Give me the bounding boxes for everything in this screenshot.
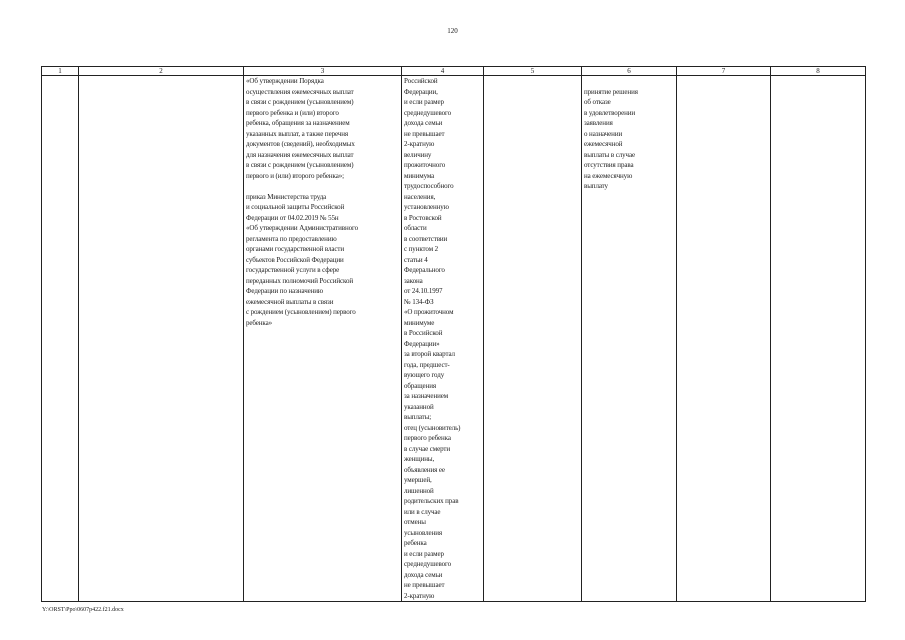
column-header-6: 6 xyxy=(582,67,677,76)
page-number: 120 xyxy=(447,27,458,35)
legal-acts-text: «Об утверждении Порядка осуществления ежемесячных выплат в связи с рождением (усыновлением) первого ребенка и (или) второго ребенка, обращения за назначением указанных выплат, а также перечня документов (сведений), необходимых для назначения ежемесячных выплат в связи с рождением (усыновлением) первого и (или) второго ребенка»; приказ Министерства труда и социальной защиты Российской Федерации от 04.02.2019 № 55н «Об утверждении Административного регламента по предоставлению органами государственной власти субъектов Российской Федерации государственной услуги в сфере переданных полномочий Российской Федерации по назначению ежемесячной выплаты в связи с рождением (усыновлением) первого ребенка» xyxy=(246,77,359,327)
column-header-2: 2 xyxy=(79,67,244,76)
cell-col-8 xyxy=(771,76,866,602)
column-header-5: 5 xyxy=(484,67,582,76)
refusal-grounds-text: принятие решения об отказе в удовлетворении заявления о назначении ежемесячной выплаты в случае отсутствия права на ежемесячную выплату xyxy=(584,87,638,190)
table-header-row xyxy=(42,67,866,76)
cell-col-3 xyxy=(244,76,402,602)
document-table xyxy=(41,66,866,602)
cell-col-4 xyxy=(402,76,484,602)
cell-col-2 xyxy=(79,76,244,602)
column-header-7: 7 xyxy=(677,67,771,76)
column-header-3: 3 xyxy=(244,67,402,76)
footer-file-path: Y:\ORST\Ppo\0607p422.f21.docx xyxy=(42,607,124,613)
column-header-8: 8 xyxy=(771,67,866,76)
eligibility-conditions-text: Российской Федерации, и если размер среднедушевого дохода семьи не превышает 2-кратную величину прожиточного минимума трудоспособного населения, установленную в Ростовской области в соответствии с пунктом 2 статьи 4 Федерального закона от 24.10.1997 № 134-ФЗ «О прожиточном минимуме в Российской Федерации» за второй квартал года, предшест- вующего году обращения за назначением указанной выплаты; отец (усыновитель) первого ребенка в случае смерти женщины, объявления ее умершей, лишенной родительских прав или в случае отмены усыновления ребенка и если размер среднедушевого дохода семьи не превышает 2-кратную xyxy=(404,77,461,600)
column-header-1: 1 xyxy=(42,67,79,76)
cell-col-6 xyxy=(582,76,677,602)
cell-col-1 xyxy=(42,76,79,602)
table-row xyxy=(42,76,866,602)
cell-col-7 xyxy=(677,76,771,602)
column-header-4: 4 xyxy=(402,67,484,76)
cell-col-5 xyxy=(484,76,582,602)
